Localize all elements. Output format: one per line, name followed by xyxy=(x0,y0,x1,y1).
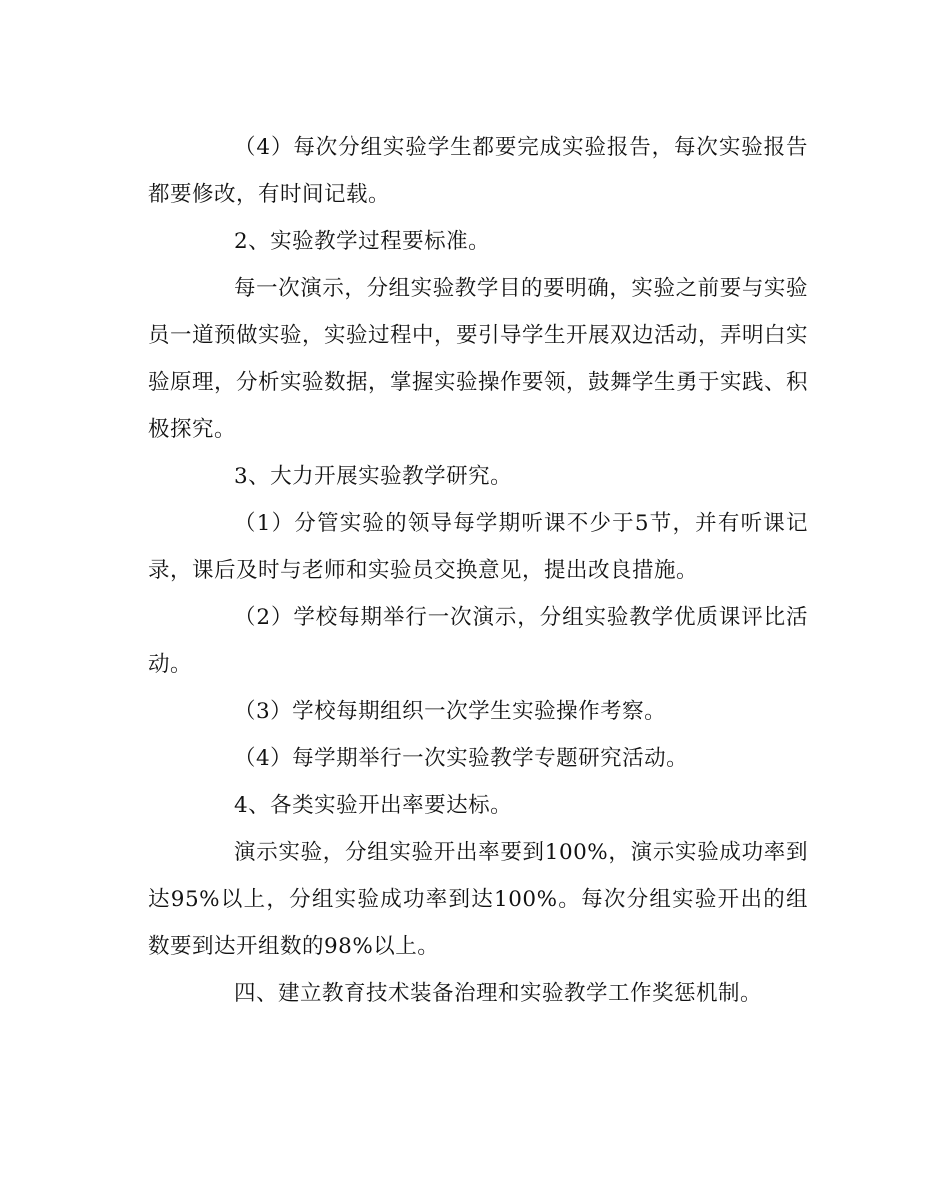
heading-completion-rate: 4、各类实验开出率要达标。 xyxy=(234,793,513,818)
heading-teaching-research: 3、大力开展实验教学研究。 xyxy=(234,464,513,489)
paragraph-quality-lesson-contest: （2）学校每期举行一次演示，分组实验教学优质课评比活动。 xyxy=(148,605,808,677)
paragraph-lab-report: （4）每次分组实验学生都要完成实验报告，每次实验报告都要修改，有时间记载。 xyxy=(148,135,808,207)
heading-process-standard: 2、实验教学过程要标准。 xyxy=(234,229,491,254)
paragraph-operation-exam: （3）学校每期组织一次学生实验操作考察。 xyxy=(234,699,667,724)
paragraph-leader-observation: （1）分管实验的领导每学期听课不少于5节，并有听课记录，课后及时与老师和实验员交换意见，提出改良措施。 xyxy=(148,511,808,583)
paragraph-rate-targets: 演示实验，分组实验开出率要到100%，演示实验成功率到达95%以上，分组实验成功率到达100%。每次分组实验开出的组数要到达开组数的98%以上。 xyxy=(148,840,808,959)
paragraph-demo-requirements: 每一次演示，分组实验教学目的要明确，实验之前要与实验员一道预做实验，实验过程中，要引导学生开展双边活动，弄明白实验原理，分析实验数据，掌握实验操作要领，鼓舞学生勇于实践、积极探究。 xyxy=(148,276,809,442)
document-body xyxy=(148,124,808,1017)
paragraph-research-activity: （4）每学期举行一次实验教学专题研究活动。 xyxy=(234,746,689,771)
heading-reward-mechanism: 四、建立教育技术装备治理和实验教学工作奖惩机制。 xyxy=(234,981,763,1006)
